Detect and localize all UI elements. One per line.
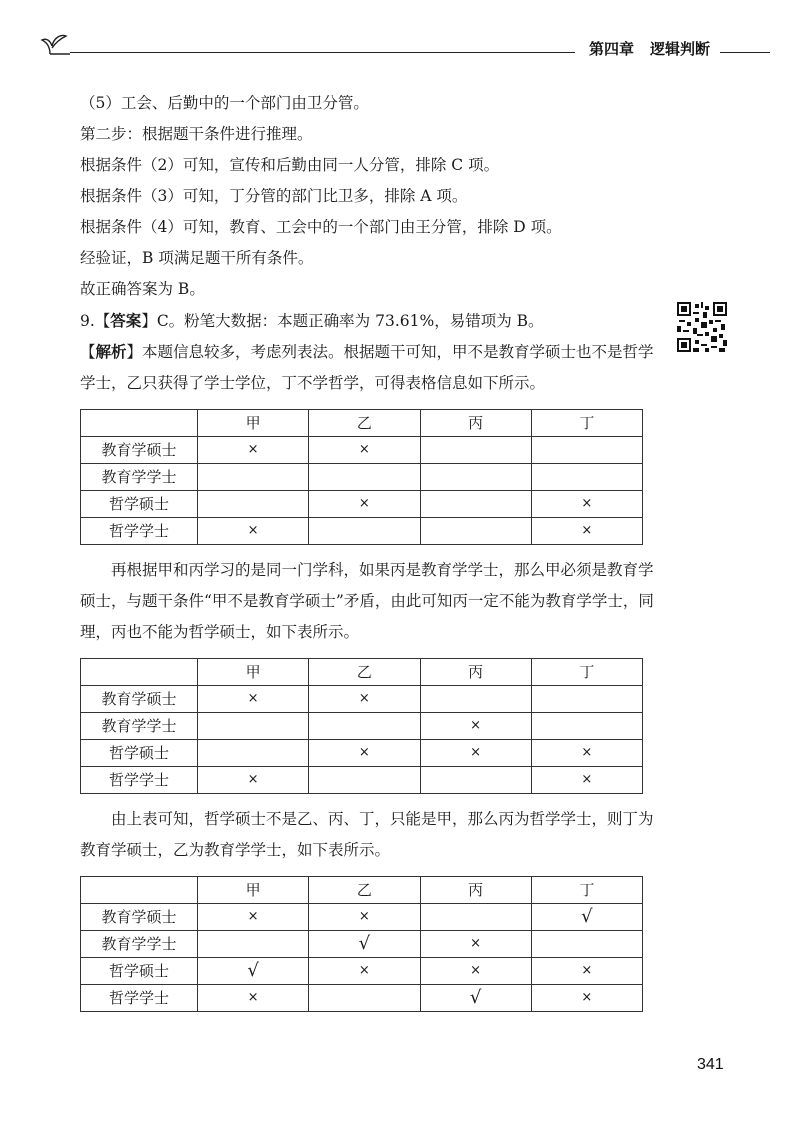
table-cell bbox=[309, 713, 420, 740]
table-cell: × bbox=[309, 958, 420, 985]
table-cell: × bbox=[531, 491, 642, 518]
table-cell: 教育学学士 bbox=[81, 713, 198, 740]
table-cell: 教育学硕士 bbox=[81, 437, 198, 464]
table-cell bbox=[531, 464, 642, 491]
table-cell: × bbox=[531, 767, 642, 794]
table-cell bbox=[198, 713, 309, 740]
table-row bbox=[81, 437, 643, 464]
page-header bbox=[40, 28, 770, 68]
table-cell: × bbox=[531, 518, 642, 545]
table-cell: 教育学硕士 bbox=[81, 686, 198, 713]
table-cell bbox=[309, 767, 420, 794]
table-header-row bbox=[81, 877, 643, 904]
table-cell: 教育学学士 bbox=[81, 464, 198, 491]
table-cell: × bbox=[198, 437, 309, 464]
text-line: 经验证，B 项满足题干所有条件。 bbox=[80, 249, 314, 267]
table-row bbox=[81, 904, 643, 931]
table-row bbox=[81, 958, 643, 985]
table-cell bbox=[309, 985, 420, 1012]
paragraph-3: 由上表可知，哲学硕士不是乙、丙、丁，只能是甲，那么丙为哲学学士，则丁为教育学硕士，乙为教育学学士，如下表所示。 bbox=[80, 810, 654, 859]
table-cell: 甲 bbox=[198, 659, 309, 686]
table-row bbox=[81, 686, 643, 713]
table-3 bbox=[80, 876, 643, 1012]
table-cell: 哲学学士 bbox=[81, 985, 198, 1012]
table-row bbox=[81, 767, 643, 794]
table-cell: √ bbox=[309, 931, 420, 958]
table-header-row bbox=[81, 659, 643, 686]
table-cell bbox=[531, 713, 642, 740]
table-1 bbox=[80, 409, 643, 545]
table-cell: × bbox=[531, 958, 642, 985]
table-cell bbox=[198, 931, 309, 958]
text-line: 根据条件（4）可知，教育、工会中的一个部门由王分管，排除 D 项。 bbox=[80, 218, 562, 236]
table-cell: √ bbox=[198, 958, 309, 985]
table-cell: × bbox=[531, 740, 642, 767]
table-cell: 丁 bbox=[531, 877, 642, 904]
table-cell: × bbox=[309, 491, 420, 518]
table-cell bbox=[531, 437, 642, 464]
table-cell bbox=[198, 740, 309, 767]
table-cell bbox=[309, 518, 420, 545]
table-cell: 丙 bbox=[420, 877, 531, 904]
table-cell: × bbox=[198, 518, 309, 545]
table-row bbox=[81, 464, 643, 491]
table-cell: 乙 bbox=[309, 659, 420, 686]
table-cell: × bbox=[198, 686, 309, 713]
sprout-icon bbox=[40, 28, 74, 56]
analysis-paragraph: 【解析】本题信息较多，考虑列表法。根据题干可知，甲不是教育学硕士也不是哲学学士，乙只获得了学士学位，丁不学哲学，可得表格信息如下所示。 bbox=[80, 342, 654, 392]
qr-code-icon[interactable] bbox=[677, 302, 727, 352]
answer-label: 答案 bbox=[110, 311, 142, 330]
text-line: 第二步：根据题干条件进行推理。 bbox=[80, 125, 313, 143]
text-line: 根据条件（2）可知，宣传和后勤由同一人分管，排除 C 项。 bbox=[80, 156, 500, 174]
table-cell: 哲学硕士 bbox=[81, 491, 198, 518]
table-cell bbox=[81, 659, 198, 686]
table-cell bbox=[420, 518, 531, 545]
table-cell: 丁 bbox=[531, 410, 642, 437]
table-cell bbox=[81, 410, 198, 437]
table-cell: 哲学硕士 bbox=[81, 740, 198, 767]
table-header-row bbox=[81, 410, 643, 437]
text-line: 根据条件（3）可知，丁分管的部门比卫多，排除 A 项。 bbox=[80, 187, 468, 205]
table-cell bbox=[198, 491, 309, 518]
table-cell: 甲 bbox=[198, 877, 309, 904]
paragraph-2: 再根据甲和丙学习的是同一门学科，如果丙是教育学学士，那么甲必须是教育学硕士，与题干条件“甲不是教育学硕士”矛盾，由此可知丙一定不能为教育学学士，同理，丙也不能为哲学硕士，如下表所示。 bbox=[80, 561, 654, 641]
table-cell: 丙 bbox=[420, 410, 531, 437]
page-content bbox=[80, 88, 660, 1022]
table-cell: × bbox=[309, 740, 420, 767]
table-cell: 哲学学士 bbox=[81, 518, 198, 545]
table-cell: × bbox=[198, 985, 309, 1012]
table-cell bbox=[420, 767, 531, 794]
text-line: 故正确答案为 B。 bbox=[80, 280, 205, 298]
table-cell bbox=[420, 464, 531, 491]
table-cell: × bbox=[420, 713, 531, 740]
table-cell bbox=[531, 931, 642, 958]
table-cell bbox=[309, 464, 420, 491]
table-cell: 教育学硕士 bbox=[81, 904, 198, 931]
table-cell bbox=[198, 464, 309, 491]
table-cell: 丁 bbox=[531, 659, 642, 686]
table-row bbox=[81, 740, 643, 767]
table-cell: × bbox=[420, 740, 531, 767]
table-cell: 乙 bbox=[309, 410, 420, 437]
table-cell: 哲学硕士 bbox=[81, 958, 198, 985]
table-cell: × bbox=[420, 958, 531, 985]
table-cell: × bbox=[531, 985, 642, 1012]
table-2 bbox=[80, 658, 643, 794]
table-cell: 教育学学士 bbox=[81, 931, 198, 958]
table-cell: √ bbox=[420, 985, 531, 1012]
table-cell: × bbox=[420, 931, 531, 958]
text-line: （5）工会、后勤中的一个部门由卫分管。 bbox=[80, 94, 369, 112]
chapter-label: 第四章 逻辑判断 bbox=[575, 38, 720, 59]
analysis-label: 解析 bbox=[95, 342, 127, 361]
table-cell: × bbox=[198, 767, 309, 794]
table-cell: × bbox=[309, 686, 420, 713]
table-cell bbox=[531, 686, 642, 713]
table-cell: 乙 bbox=[309, 877, 420, 904]
table-cell bbox=[420, 491, 531, 518]
table-row bbox=[81, 713, 643, 740]
table-cell: × bbox=[309, 437, 420, 464]
table-cell bbox=[420, 686, 531, 713]
page-number: 341 bbox=[697, 1056, 724, 1073]
table-cell: 丙 bbox=[420, 659, 531, 686]
answer-line: 9.【答案】C。粉笔大数据：本题正确率为 73.61%，易错项为 B。 bbox=[80, 311, 544, 330]
table-row bbox=[81, 985, 643, 1012]
table-cell: 甲 bbox=[198, 410, 309, 437]
table-row bbox=[81, 491, 643, 518]
table-row bbox=[81, 931, 643, 958]
table-cell bbox=[81, 877, 198, 904]
table-row bbox=[81, 518, 643, 545]
chapter-title: 逻辑判断 bbox=[649, 40, 710, 58]
table-cell bbox=[420, 437, 531, 464]
table-cell: √ bbox=[531, 904, 642, 931]
table-cell bbox=[420, 904, 531, 931]
table-cell: × bbox=[198, 904, 309, 931]
table-cell: 哲学学士 bbox=[81, 767, 198, 794]
table-cell: × bbox=[309, 904, 420, 931]
